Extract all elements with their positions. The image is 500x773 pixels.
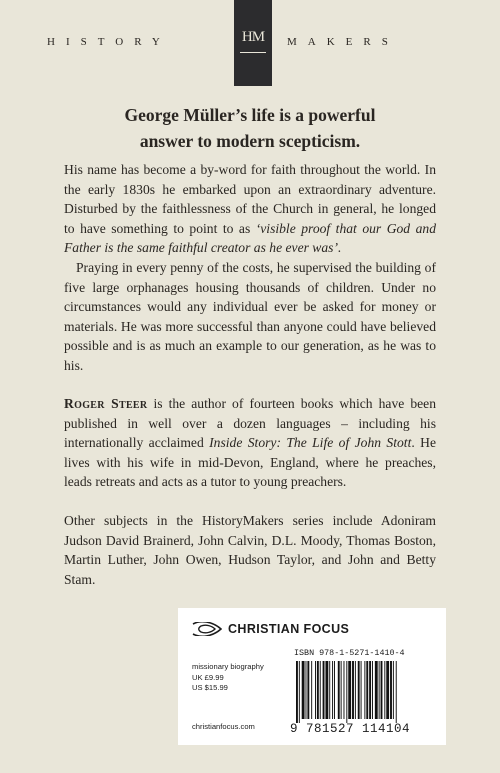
- isbn-label: ISBN 978-1-5271-1410-4: [294, 648, 405, 658]
- barcode-bar: [384, 661, 385, 719]
- publisher-website: christianfocus.com: [192, 722, 255, 731]
- barcode-bar: [396, 661, 397, 723]
- historymakers-logo: [234, 0, 272, 86]
- barcode-bar: [369, 661, 371, 719]
- barcode-bar: [381, 661, 383, 719]
- description-paragraph-2: Praying in every penny of the costs, he supervised the building of five large orphanages housing thousands of children. Under no circumstances would any individual ever be asked for money or materials. He was more successful than anyone could have believed possible and is as much an example to our generation, as he was to his.: [64, 259, 436, 373]
- barcode-bar: [344, 661, 345, 719]
- barcode-bar: [296, 661, 298, 723]
- price-uk: UK £9.99: [192, 672, 224, 682]
- headline-line-2: answer to modern scepticism.: [139, 131, 361, 151]
- description-quote: ‘visible proof that our God and Father is the same faithful creator as he ever was’.: [64, 220, 436, 256]
- barcode-bar: [361, 661, 362, 719]
- description-p1-text: His name has become a by-word for faith throughout the world. In the early 1830s he embarked upon an extraordinary adventure. Disturbed by the faithlessness of the Church in general, he longed to have something to point to as: [64, 162, 436, 236]
- barcode-graphic: [292, 661, 442, 723]
- book-meta: [192, 662, 264, 694]
- headline: [60, 102, 440, 154]
- author-bio: [64, 394, 436, 492]
- barcode-bar: [311, 661, 312, 719]
- barcode-bar: [372, 661, 373, 719]
- barcode-bar: [302, 661, 305, 719]
- barcode-bar: [315, 661, 316, 719]
- barcode-bar: [355, 661, 356, 719]
- series-note: [64, 511, 436, 589]
- author-book-title: Inside Story: The Life of John Stott: [209, 435, 412, 451]
- barcode-bar: [390, 661, 392, 719]
- publisher-logo-row: [192, 622, 349, 636]
- price-us: US $15.99: [192, 683, 228, 692]
- barcode-bar: [306, 661, 307, 719]
- series-right-word: MAKERS: [287, 36, 399, 48]
- book-description: [64, 160, 436, 376]
- barcode-panel: [178, 608, 446, 745]
- barcode-bar: [320, 661, 321, 719]
- barcode-bar: [352, 661, 354, 719]
- logo-rule: [240, 52, 266, 53]
- barcode-bar: [325, 661, 328, 719]
- author-bio-paragraph: [64, 394, 436, 492]
- barcode-bar: [348, 661, 351, 719]
- author-bio-text-2: . He lives with his wife in mid-Devon, England, where he preaches, leads retreats and acts as a tutor to young preachers.: [64, 435, 436, 490]
- barcode-bar: [307, 661, 309, 719]
- barcode-bar: [332, 661, 333, 719]
- barcode-bar: [366, 661, 368, 719]
- headline-line-1: George Müller’s life is a powerful: [124, 105, 376, 125]
- barcode-bar: [346, 661, 347, 723]
- barcode-bar: [299, 661, 300, 723]
- barcode-bar: [338, 661, 340, 719]
- barcode-bar: [379, 661, 380, 719]
- barcode-bar: [317, 661, 319, 719]
- author-name: Roger Steer: [64, 396, 148, 411]
- barcode-bar: [334, 661, 335, 719]
- ichthys-fish-icon: [192, 622, 222, 636]
- logo-monogram: HM: [241, 28, 265, 45]
- barcode-bar: [341, 661, 342, 719]
- series-header: [0, 0, 500, 88]
- barcode-bar: [323, 661, 325, 719]
- author-bio-text-1: is the author of fourteen books which have been published in well over a dozen languages – including his internationally acclaimed: [64, 396, 436, 451]
- series-left-word: HISTORY: [47, 36, 171, 48]
- barcode-digits: 9 781527 114104: [290, 722, 411, 736]
- barcode-bar: [393, 661, 394, 719]
- series-note-text: Other subjects in the HistoryMakers series include Adoniram Judson David Brainerd, John Calvin, D.L. Moody, Thomas Boston, Martin Luther, John Owen, Hudson Taylor, and John and Betty Stam.: [64, 513, 436, 587]
- book-category: missionary biography: [192, 662, 264, 671]
- publisher-name: CHRISTIAN FOCUS: [228, 622, 350, 636]
- barcode-bar: [364, 661, 365, 719]
- barcode-bar: [375, 661, 378, 719]
- barcode-bar: [358, 661, 360, 719]
- description-paragraph-1: [64, 160, 436, 258]
- barcode-bar: [386, 661, 389, 719]
- barcode-bar: [329, 661, 330, 719]
